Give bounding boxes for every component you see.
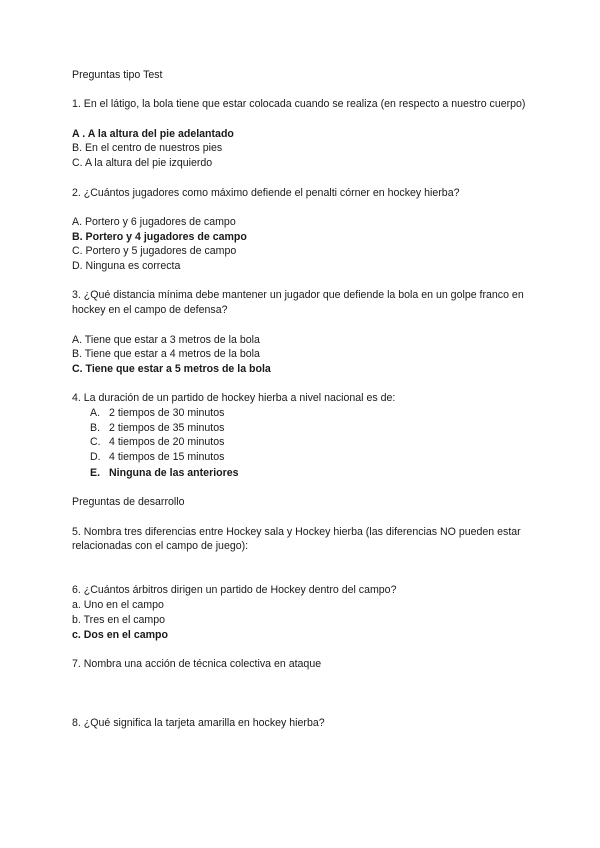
q4-option-b-text: 2 tiempos de 35 minutos bbox=[109, 421, 225, 434]
q4-option-c-text: 4 tiempos de 20 minutos bbox=[109, 436, 225, 449]
q2-option-c: C. Portero y 5 jugadores de campo bbox=[72, 245, 237, 258]
question-8: 8. ¿Qué significa la tarjeta amarilla en hockey hierba? bbox=[72, 716, 325, 729]
q6-option-c: c. Dos en el campo bbox=[72, 628, 168, 641]
q2-option-a: A. Portero y 6 jugadores de campo bbox=[72, 215, 236, 228]
q3-option-b: B. Tiene que estar a 4 metros de la bola bbox=[72, 348, 260, 361]
q3-option-c: C. Tiene que estar a 5 metros de la bola bbox=[72, 362, 271, 375]
q2-option-d: D. Ninguna es correcta bbox=[72, 260, 181, 273]
question-6: 6. ¿Cuántos árbitros dirigen un partido de Hockey dentro del campo? bbox=[72, 584, 397, 597]
q1-option-a: A . A la altura del pie adelantado bbox=[72, 127, 234, 140]
section-heading-test: Preguntas tipo Test bbox=[72, 69, 163, 81]
question-3: 3. ¿Qué distancia mínima debe mantener un jugador que defiende la bola en un golpe franco en hockey en el campo de defensa? bbox=[72, 289, 524, 317]
q4-option-a-letter: A. bbox=[90, 407, 101, 420]
q6-option-a: a. Uno en el campo bbox=[72, 599, 164, 612]
q4-option-list bbox=[72, 406, 542, 481]
q4-option-d bbox=[90, 450, 542, 465]
question-5: 5. Nombra tres diferencias entre Hockey sala y Hockey hierba (las diferencias NO pueden estar relacionadas con el campo de juego): bbox=[72, 525, 521, 553]
question-2: 2. ¿Cuántos jugadores como máximo defiende el penalti córner en hockey hierba? bbox=[72, 186, 460, 199]
document-page bbox=[72, 68, 542, 730]
q1-option-c: C. A la altura del pie izquierdo bbox=[72, 157, 213, 170]
q4-option-a-text: 2 tiempos de 30 minutos bbox=[109, 407, 225, 420]
q3-option-a: A. Tiene que estar a 3 metros de la bola bbox=[72, 333, 260, 346]
q4-option-d-text: 4 tiempos de 15 minutos bbox=[109, 451, 225, 464]
q6-option-b: b. Tres en el campo bbox=[72, 613, 166, 626]
q4-option-d-letter: D. bbox=[90, 451, 101, 464]
q2-option-b: B. Portero y 4 jugadores de campo bbox=[72, 230, 247, 243]
question-7: 7. Nombra una acción de técnica colectiva en ataque bbox=[72, 657, 322, 670]
question-4: 4. La duración de un partido de hockey hierba a nivel nacional es de: bbox=[72, 392, 396, 405]
q4-option-e-text: Ninguna de las anteriores bbox=[109, 466, 239, 479]
q4-option-b-letter: B. bbox=[90, 421, 101, 434]
q4-option-e-letter: E. bbox=[90, 466, 101, 479]
question-1: 1. En el látigo, la bola tiene que estar colocada cuando se realiza (en respecto a nuestro cuerpo) bbox=[72, 98, 526, 111]
q4-option-a bbox=[90, 406, 542, 421]
q4-option-b bbox=[90, 421, 542, 436]
q4-option-c-letter: C. bbox=[90, 436, 101, 449]
section-heading-desarrollo: Preguntas de desarrollo bbox=[72, 496, 185, 509]
q1-option-b: B. En el centro de nuestros pies bbox=[72, 142, 223, 155]
q4-option-c bbox=[90, 435, 542, 450]
q4-option-e bbox=[90, 466, 542, 481]
